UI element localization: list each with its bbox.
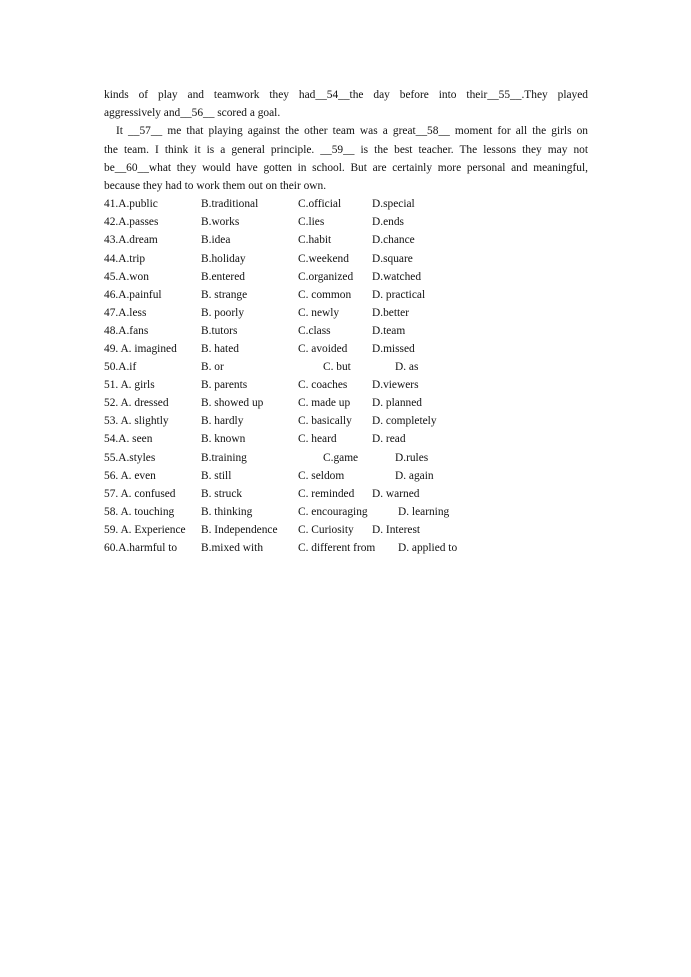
option-d: D. learning — [398, 505, 450, 518]
passage-line: be__60__what they would have gotten in school. But are certainly more personal and meaningful, — [104, 161, 588, 174]
question-row — [104, 503, 588, 521]
option-d: D.square — [372, 252, 413, 265]
option-a: 47.A.less — [104, 306, 147, 319]
question-row — [104, 485, 588, 503]
option-c: C. Curiosity — [298, 523, 354, 536]
answer-options — [104, 195, 588, 557]
option-c: C.lies — [298, 216, 325, 229]
option-b: B. still — [201, 469, 232, 482]
question-row — [104, 340, 588, 358]
passage-line: the team. I think it is a general principle. __59__ is the best teacher. The lessons they may not — [104, 143, 588, 156]
question-row — [104, 322, 588, 340]
option-a: 58. A. touching — [104, 505, 175, 518]
question-row — [104, 412, 588, 430]
option-a: 57. A. confused — [104, 487, 176, 500]
option-c: C.organized — [298, 270, 354, 283]
option-d: D. Interest — [372, 523, 421, 536]
question-row — [104, 539, 588, 557]
question-row — [104, 250, 588, 268]
option-a: 51. A. girls — [104, 379, 155, 392]
option-d: D.rules — [395, 451, 429, 464]
option-a: 49. A. imagined — [104, 342, 177, 355]
option-a: 53. A. slightly — [104, 415, 169, 428]
option-b: B. struck — [201, 487, 243, 500]
option-c: C.weekend — [298, 252, 349, 265]
option-b: B.works — [201, 216, 240, 229]
option-d: D. practical — [372, 288, 426, 301]
option-c: C. reminded — [298, 487, 355, 500]
option-a: 41.A.public — [104, 198, 158, 211]
option-b: B.tutors — [201, 324, 238, 337]
option-c: C. encouraging — [298, 505, 368, 518]
passage-line: because they had to work them out on their own. — [104, 180, 327, 193]
option-c: C. seldom — [298, 469, 345, 482]
option-a: 44.A.trip — [104, 252, 146, 265]
option-b: B. strange — [201, 288, 248, 301]
option-d: D.chance — [372, 234, 415, 247]
option-d: D. planned — [372, 397, 422, 410]
option-c: C.class — [298, 324, 331, 337]
passage-line: It __57__ me that playing against the other team was a great__58__ moment for all the girls on — [116, 125, 588, 138]
option-d: D.team — [372, 324, 406, 337]
question-row — [104, 268, 588, 286]
option-d: D.watched — [372, 270, 422, 283]
option-a: 54.A. seen — [104, 433, 153, 446]
option-a: 60.A.harmful to — [104, 542, 178, 554]
option-c: C.game — [323, 451, 359, 464]
option-b: B.mixed with — [201, 542, 264, 554]
option-c: C. different from — [298, 542, 376, 554]
question-row — [104, 358, 588, 376]
option-c: C. basically — [298, 415, 352, 428]
option-b: B.holiday — [201, 252, 246, 265]
question-row — [104, 430, 588, 448]
option-a: 48.A.fans — [104, 324, 149, 337]
option-a: 46.A.painful — [104, 288, 162, 301]
option-c: C. heard — [298, 433, 337, 446]
option-c: C. common — [298, 288, 352, 301]
option-b: B.entered — [201, 270, 245, 283]
option-a: 45.A.won — [104, 270, 149, 283]
question-row — [104, 231, 588, 249]
option-a: 50.A.if — [104, 361, 137, 374]
option-b: B. showed up — [201, 397, 264, 410]
option-b: B.idea — [201, 234, 231, 247]
question-row — [104, 449, 588, 467]
option-b: B. hardly — [201, 415, 244, 428]
option-b: B. known — [201, 433, 246, 446]
question-row — [104, 521, 588, 539]
question-row — [104, 286, 588, 304]
option-d: D. read — [372, 433, 406, 446]
option-d: D. warned — [372, 487, 420, 500]
option-d: D.better — [372, 306, 410, 319]
passage-line: kinds of play and teamwork they had__54__the day before into their__55__.They played — [104, 89, 588, 101]
option-c: C.habit — [298, 234, 332, 247]
option-c: C.official — [298, 198, 342, 211]
option-c: C. avoided — [298, 342, 348, 355]
option-d: D.viewers — [372, 379, 419, 392]
option-c: C. made up — [298, 397, 351, 410]
option-c: C. but — [323, 361, 351, 374]
passage-line: aggressively and__56__ scored a goal. — [104, 107, 281, 120]
option-a: 56. A. even — [104, 469, 156, 482]
question-row — [104, 304, 588, 322]
question-row — [104, 394, 588, 412]
option-d: D. completely — [372, 415, 437, 428]
option-a: 43.A.dream — [104, 234, 158, 247]
option-a: 42.A.passes — [104, 216, 159, 229]
option-d: D. as — [395, 361, 419, 374]
document-page — [104, 86, 588, 557]
question-row — [104, 195, 588, 213]
option-b: B. hated — [201, 342, 239, 355]
question-row — [104, 213, 588, 231]
option-d: D. again — [395, 469, 434, 482]
option-a: 59. A. Experience — [104, 523, 186, 536]
option-b: B. Independence — [201, 523, 278, 536]
option-d: D.missed — [372, 342, 415, 355]
option-d: D. applied to — [398, 542, 458, 554]
option-a: 55.A.styles — [104, 451, 156, 464]
option-a: 52. A. dressed — [104, 397, 169, 410]
option-b: B. parents — [201, 379, 248, 392]
option-b: B.training — [201, 451, 247, 464]
option-c: C. coaches — [298, 379, 348, 392]
option-b: B. poorly — [201, 306, 245, 319]
option-c: C. newly — [298, 306, 340, 319]
option-b: B. thinking — [201, 505, 253, 518]
option-b: B.traditional — [201, 198, 259, 211]
option-d: D.ends — [372, 216, 404, 229]
question-row — [104, 467, 588, 485]
option-d: D.special — [372, 198, 415, 211]
option-b: B. or — [201, 361, 224, 374]
question-row — [104, 376, 588, 394]
